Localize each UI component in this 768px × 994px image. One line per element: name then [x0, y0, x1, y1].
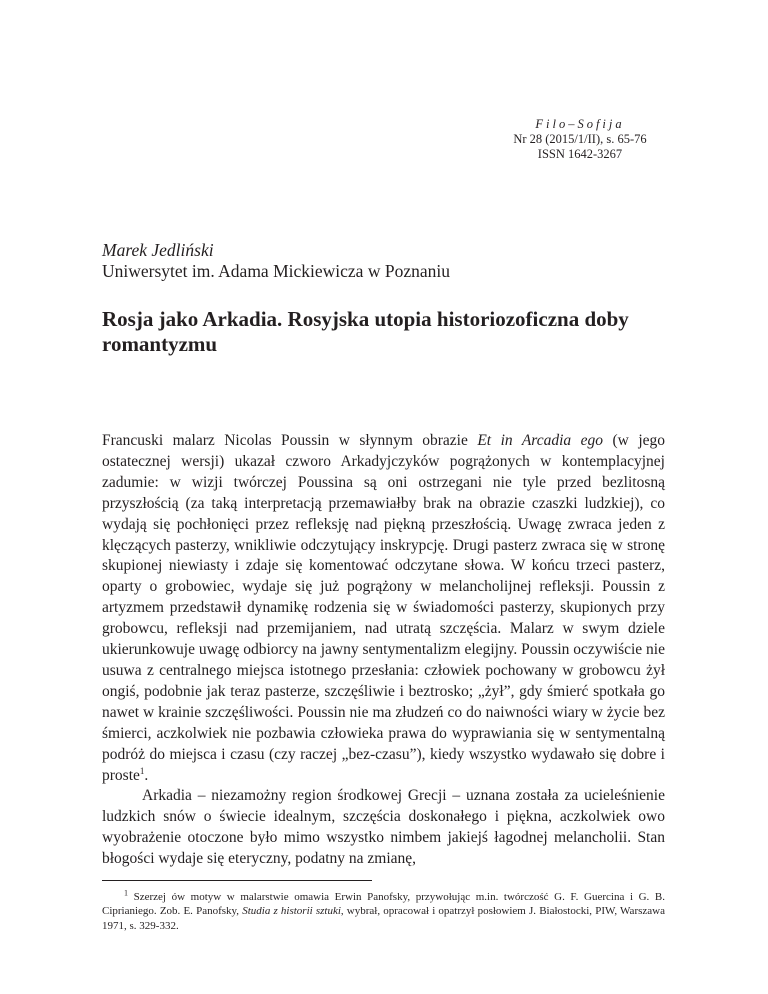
footnote-book-title: Studia z historii sztuki	[242, 905, 341, 918]
paragraph-1-text-b: (w jego ostatecznej wersji) ukazał czworo Arkadyjczyków pogrążonych w kontemplacyjnej zadumie: w wizji twórczej Poussina są oni ostrzegani nie tyle przed bezlitosną przyszłością (za taką interpretacją przemawiałby brak na obrazie czaszki ludzkiej), co wydają się pochłonięci przez refleksję nad piękną przeszłością. Uwagę zwraca jeden z klęczących pasterzy, wnikliwie odczytujący inskrypcję. Drugi pasterz zwraca się w stronę skupionej niewiasty i zdaje się komentować odczytane słowa. W końcu trzeci pasterz, oparty o grobowiec, wydaje się już pogrążony w melancholijnej refleksji. Poussin z artyzmem przedstawił dynamikę rodzenia się w świadomości pasterzy, skupionych przy grobowcu, refleksji nad przemijaniem, nad utratą szczęścia. Malarz w swym dziele ukierunkowuje uwagę odbiorcy na jawny sentymentalizm elegijny. Poussin oczywiście nie usuwa z centralnego miejsca istotnego przesłania: człowiek pochowany w grobowcu żył ongiś, podobnie jak teraz pasterze, szczęśliwie i beztrosko; „żył”, gdy śmierć spotkała go nawet w krainie szczęśliwości. Poussin nie ma złudzeń co do naiwności wiary w życie bez śmierci, aczkolwiek nie pozbawia człowieka prawa do wyprawiania się w sentymentalną podróż do miejsca i czasu (czy raczej „bez-czasu”), kiedy wszystko wydawało się dobre i proste	[102, 432, 666, 784]
author-name: Marek Jedliński	[102, 240, 214, 260]
author-affiliation: Uniwersytet im. Adama Mickiewicza w Poznaniu	[102, 261, 450, 281]
author-block	[102, 240, 682, 282]
journal-issn: ISSN 1642-3267	[537, 147, 623, 161]
article-body	[102, 431, 665, 870]
paragraph-1-end: .	[144, 766, 149, 784]
paragraph-1	[102, 431, 665, 786]
journal-header	[470, 117, 690, 162]
footnote-text-a: Szerzej ów motyw w malarstwie omawia Erwin Panofsky, przywołując m.in. twórczość G. F. Guercina i G. B. Ciprianiego. Zob. E. Panofsky,	[102, 891, 665, 918]
footnote-reference[interactable]: 1	[139, 765, 145, 776]
journal-issue: Nr 28 (2015/1/II), s. 65-76	[513, 132, 647, 146]
footnote-divider	[102, 880, 372, 881]
article-title: Rosja jako Arkadia. Rosyjska utopia historiozoficzna doby romantyzmu	[102, 307, 629, 356]
paragraph-2: Arkadia – niezamożny region środkowej Grecji – uznana została za ucieleśnienie ludzkich snów o świecie idealnym, szczęścia doskonałego i piękna, aczkolwiek owo wyobrażenie otoczone było mimo wszystko nimbem jakiejś łagodnej melancholii. Stan błogości wydaje się eteryczny, podatny na zmianę,	[102, 787, 665, 868]
painting-title: Et in Arcadia ego	[477, 432, 604, 449]
footnote-text-b: , wybrał, opracował i opatrzył posłowiem J. Białostocki, PIW, Warszawa 1971, s. 329-332.	[102, 905, 665, 932]
footnote-number: 1	[124, 888, 128, 898]
footnote	[102, 890, 665, 933]
footnote-text	[102, 890, 665, 933]
paragraph-1-text-a: Francuski malarz Nicolas Poussin w słynnym obrazie	[102, 432, 478, 449]
journal-name: Filo–Sofija	[535, 117, 625, 131]
